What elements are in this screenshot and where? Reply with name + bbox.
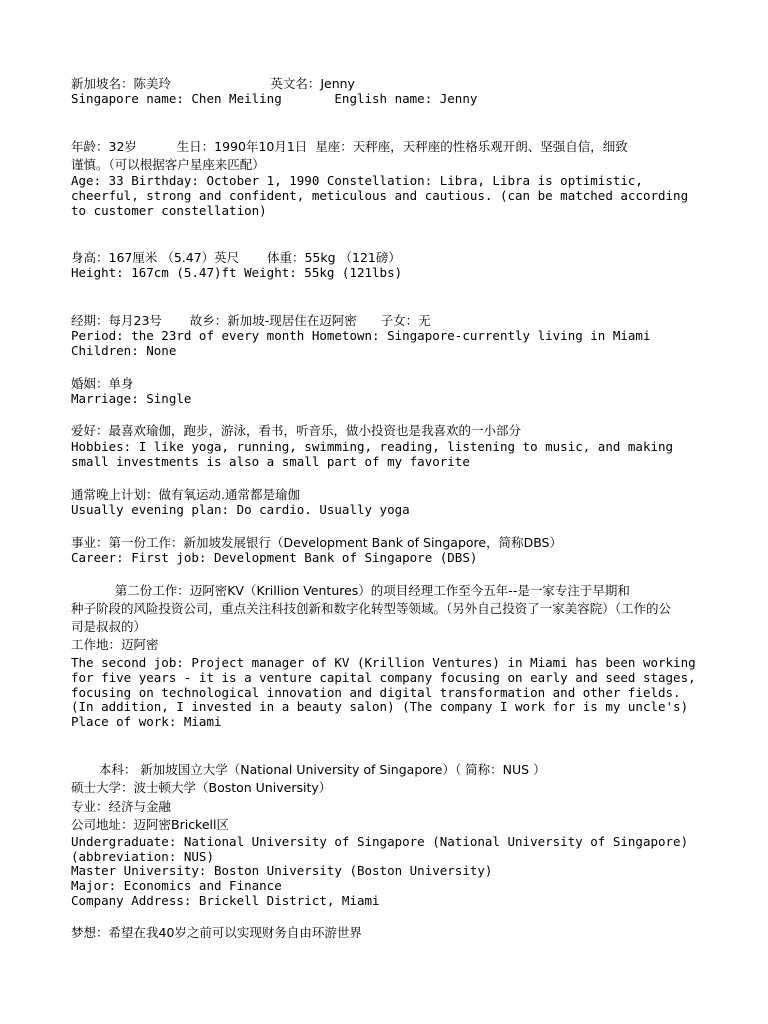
text-line: 种子阶段的风险投资公司，重点关注科技创新和数字化转型等领域。（另外自己投资了一家美容院）（工作的公 [71, 601, 672, 616]
text-line: for five years - it is a venture capital company focusing on early and seed stages, [71, 670, 696, 685]
text-line: Singapore name: Chen Meiling English name: Jenny [71, 91, 478, 106]
text-line: 梦想：希望在我40岁之前可以实现财务自由环游世界 [71, 925, 362, 940]
text-line: The second job: Project manager of KV (Krillion Ventures) in Miami has been working [71, 655, 696, 670]
text-line: Hobbies: I like yoga, running, swimming, reading, listening to music, and making [71, 439, 674, 454]
text-line: 通常晚上计划：做有氧运动.通常都是瑜伽 [71, 487, 300, 502]
text-line: 第二份工作：迈阿密KV（Krillion Ventures）的项目经理工作至今五年--是一家专注于早期和 [71, 583, 630, 598]
text-line: 公司地址：迈阿密Brickell区 [71, 817, 229, 832]
text-line: (In addition, I invested in a beauty salon) (The company I work for is my uncle's) [71, 699, 689, 714]
text-line: small investments is also a small part of my favorite [71, 454, 470, 469]
text-line: Master University: Boston University (Boston University) [71, 863, 493, 878]
text-line: Major: Economics and Finance [71, 878, 282, 893]
text-line: Company Address: Brickell District, Miami [71, 893, 380, 908]
text-line: Career: First job: Development Bank of Singapore (DBS) [71, 550, 478, 565]
text-line: 司是叔叔的） [71, 619, 147, 634]
text-line: Children: None [71, 343, 177, 358]
text-line: Height: 167cm (5.47)ft Weight: 55kg (121lbs) [71, 265, 403, 280]
text-line: 经期：每月23号 故乡：新加坡-现居住在迈阿密 子女：无 [71, 313, 431, 328]
text-line: Age: 33 Birthday: October 1, 1990 Constellation: Libra, Libra is optimistic, [71, 173, 643, 188]
text-line: 新加坡名：陈美玲 英文名：Jenny [71, 76, 355, 91]
text-line: 专业：经济与金融 [71, 799, 172, 814]
text-line: 身高：167厘米 （5.47）英尺 体重：55kg （121磅） [71, 250, 401, 265]
text-line: cheerful, strong and confident, meticulous and cautious. (can be matched according [71, 188, 689, 203]
text-line: 年龄：32岁 生日：1990年10月1日 星座：天秤座，天秤座的性格乐观开朗、坚强自信，细致 [71, 139, 628, 154]
text-line: Period: the 23rd of every month Hometown: Singapore-currently living in Miami [71, 328, 651, 343]
text-line: (abbreviation: NUS) [71, 849, 214, 864]
text-line: 事业：第一份工作：新加坡发展银行（Development Bank of Singapore，简称DBS） [71, 535, 562, 550]
text-line: 本科： 新加坡国立大学（National University of Singapore）（ 简称：NUS ） [71, 762, 546, 777]
text-line: 谨慎。（可以根据客户星座来匹配） [71, 157, 265, 172]
text-line: Place of work: Miami [71, 714, 222, 729]
text-line: 硕士大学：波士顿大学（Boston University） [71, 780, 332, 795]
text-line: 爱好：最喜欢瑜伽，跑步，游泳，看书，听音乐，做小投资也是我喜欢的一小部分 [71, 423, 522, 438]
text-line: 工作地：迈阿密 [71, 637, 159, 652]
text-line: 婚姻：单身 [71, 376, 134, 391]
text-line: Marriage: Single [71, 391, 192, 406]
text-line: to customer constellation) [71, 203, 267, 218]
text-line: Undergraduate: National University of Singapore (National University of Singapore) [71, 834, 689, 849]
text-line: focusing on technological innovation and digital transformation and other fields. [71, 685, 681, 700]
text-line: Usually evening plan: Do cardio. Usually yoga [71, 502, 410, 517]
